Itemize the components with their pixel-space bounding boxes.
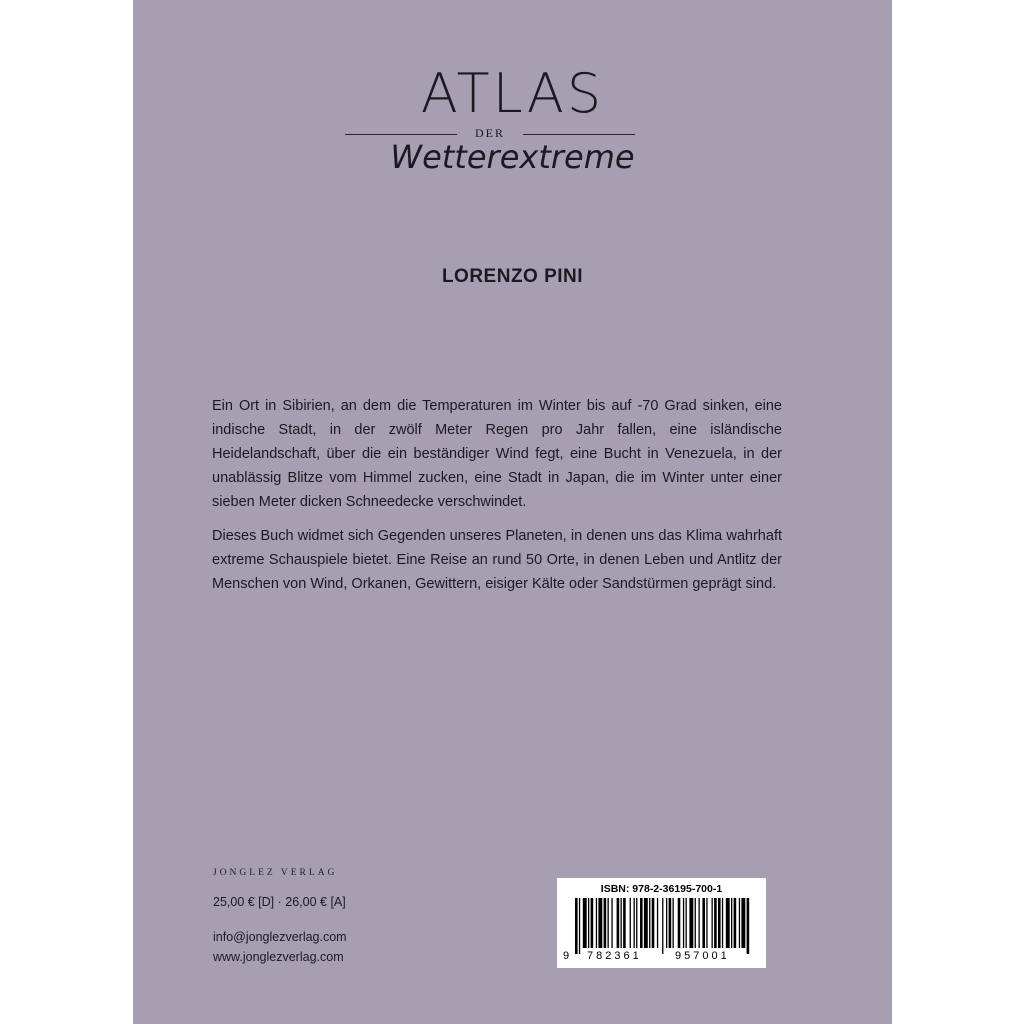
- blurb-paragraph-1: Ein Ort in Sibirien, an dem die Temperaturen im Winter bis auf -70 Grad sinken, eine indische Stadt, in der zwölf Meter Regen pro Jahr fallen, eine isländische Heidelandschaft, über die ein beständiger Wind fegt, eine Bucht in Venezuela, in der unablässig Blitze vom Himmel zucken, eine Stadt in Japan, die im Winter unter einer sieben Meter dicken Schneedecke verschwindet.: [212, 398, 782, 510]
- title-wetterextreme: Wetterextreme: [390, 138, 635, 176]
- barcode-box: [557, 878, 766, 968]
- title-der: DER: [475, 126, 505, 140]
- book-back-cover: [133, 0, 892, 1024]
- isbn-label: ISBN: 978-2-36195-700-1: [600, 883, 723, 895]
- divider-right: [523, 134, 635, 135]
- author-name: LORENZO PINI: [441, 266, 584, 287]
- blurb-paragraph-2: Dieses Buch widmet sich Gegenden unseres Planeten, in denen uns das Klima wahrhaft extreme Schauspiele bietet. Eine Reise an rund 50 Orte, in denen Leben und Antlitz der Menschen von Wind, Orkanen, Gewittern, eisiger Kälte oder Sandstürmen geprägt sind.: [212, 528, 782, 592]
- barcode-left-digits: 782361: [587, 950, 642, 962]
- email-text: info@jonglezverlag.com: [213, 930, 347, 944]
- barcode-right-digits: 957001: [675, 950, 730, 962]
- website-text: www.jonglezverlag.com: [213, 950, 344, 964]
- title-atlas: ATLAS: [420, 62, 605, 125]
- price-text: 25,00 € [D] · 26,00 € [A]: [213, 895, 346, 909]
- blurb-text: [212, 394, 782, 606]
- barcode-lead-digit: 9: [563, 950, 570, 962]
- publisher-name: JONGLEZ VERLAG: [213, 868, 338, 878]
